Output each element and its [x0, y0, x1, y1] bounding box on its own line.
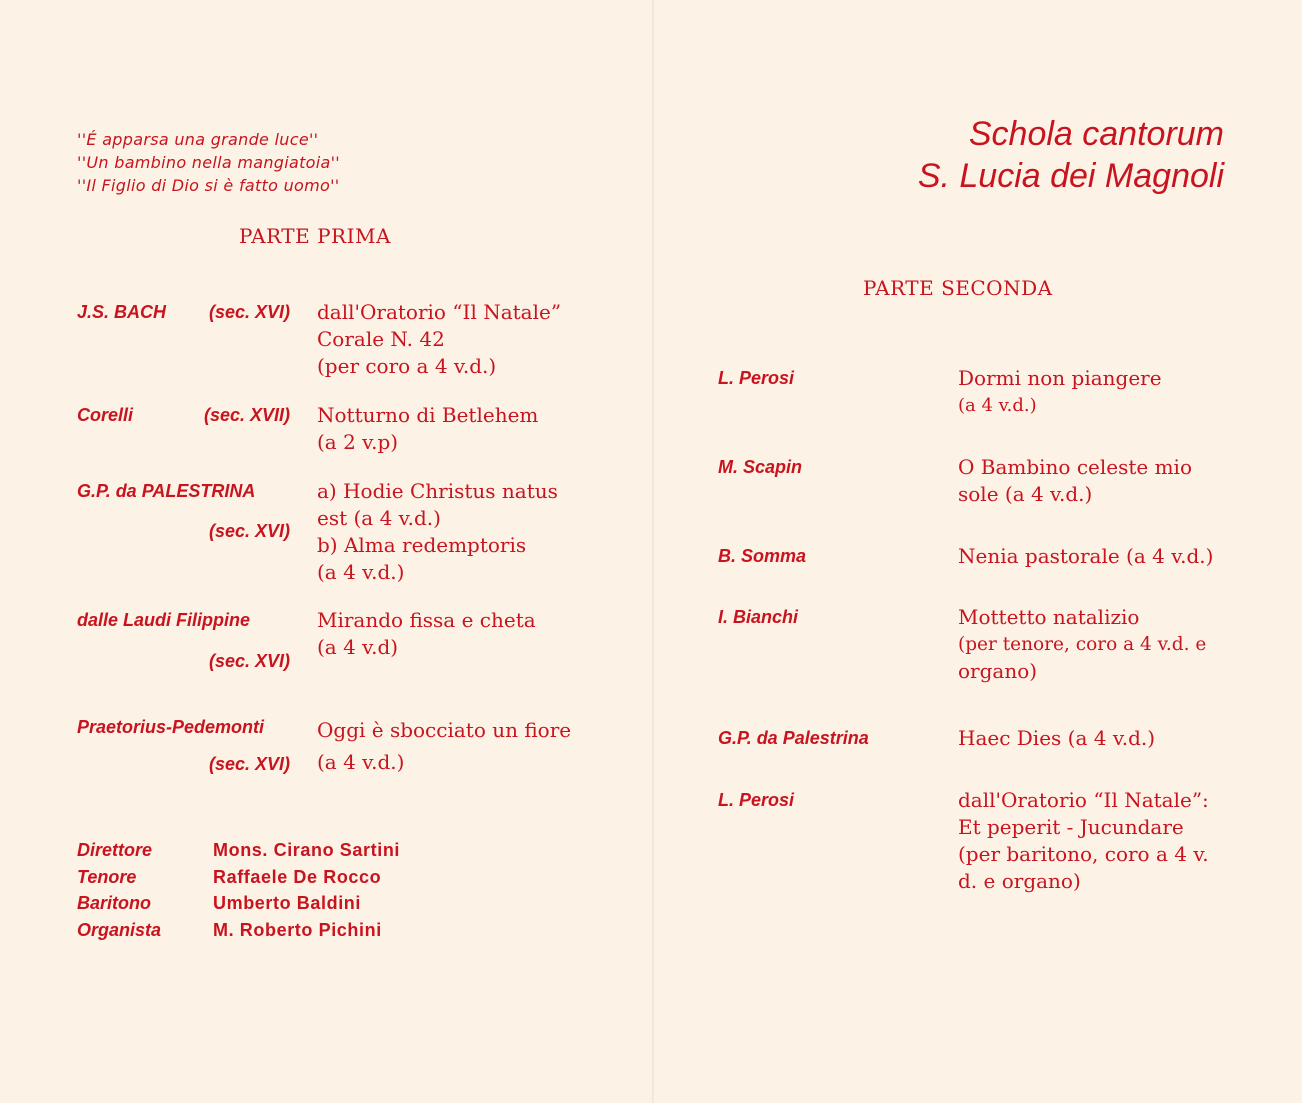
- composer-century: (sec. XVI): [208, 302, 290, 322]
- composer-name: L. Perosi: [718, 368, 795, 388]
- work-line: organo): [958, 659, 1038, 683]
- epigraph-quotes: [77, 128, 340, 197]
- section-title-parte-seconda: PARTE SECONDA: [863, 276, 1053, 300]
- work-line: b) Alma redemptoris: [317, 533, 527, 557]
- composer-name: L. Perosi: [718, 790, 795, 810]
- performer-name: Mons. Cirano Sartini: [213, 840, 401, 860]
- title-line: Schola cantorum: [968, 115, 1224, 153]
- composer-name: Praetorius-Pedemonti: [77, 717, 265, 737]
- performer-role: Direttore: [77, 840, 153, 860]
- work-line: (a 4 v.d.): [317, 560, 405, 584]
- composer-century: (sec. XVI): [208, 651, 290, 671]
- work-line: (per baritono, coro a 4 v.: [958, 842, 1209, 866]
- work-line: Notturno di Betlehem: [317, 403, 539, 427]
- choir-title: [918, 113, 1224, 197]
- work-description: [317, 478, 558, 586]
- work-line: Corale N. 42: [317, 327, 445, 351]
- work-line: O Bambino celeste mio: [958, 455, 1192, 479]
- work-line: (a 4 v.d.): [317, 750, 405, 774]
- work-description: [958, 365, 1162, 419]
- performer-name: Umberto Baldini: [213, 893, 362, 913]
- work-line: dall'Oratorio “Il Natale”: [317, 300, 562, 324]
- work-description: [958, 725, 1155, 752]
- work-line: Nenia pastorale (a 4 v.d.): [958, 544, 1214, 568]
- work-line: Et peperit - Jucundare: [958, 815, 1184, 839]
- work-line: sole (a 4 v.d.): [958, 482, 1093, 506]
- performer-role: Baritono: [77, 893, 151, 913]
- composer-name: G.P. da Palestrina: [718, 728, 869, 748]
- composer-name: M. Scapin: [718, 457, 803, 477]
- work-line: Mirando fissa e cheta: [317, 608, 536, 632]
- quote-line: ''É apparsa una grande luce'': [77, 130, 319, 149]
- quote-line: ''Il Figlio di Dio si è fatto uomo'': [77, 176, 340, 195]
- composer-name: dalle Laudi Filippine: [77, 610, 251, 630]
- work-line: dall'Oratorio “Il Natale”:: [958, 788, 1209, 812]
- quote-line: ''Un bambino nella mangiatoia'': [77, 153, 341, 172]
- work-line: (a 4 v.d.): [958, 395, 1037, 416]
- work-description: [317, 299, 561, 380]
- work-description: [958, 454, 1192, 508]
- title-line: S. Lucia dei Magnoli: [917, 157, 1224, 195]
- performer-role: Tenore: [77, 866, 137, 887]
- composer-name: Corelli: [77, 405, 134, 425]
- work-line: Dormi non piangere: [958, 366, 1162, 390]
- work-line: a) Hodie Christus natus: [317, 479, 558, 503]
- work-line: est (a 4 v.d.): [317, 506, 441, 530]
- composer-century: (sec. XVI): [208, 521, 290, 541]
- composer-century: (sec. XVI): [208, 754, 290, 774]
- performer-name: Raffaele De Rocco: [213, 866, 382, 887]
- work-line: (per tenore, coro a 4 v.d. e: [958, 634, 1207, 655]
- work-line: (a 2 v.p): [317, 430, 399, 454]
- composer-century: (sec. XVII): [203, 405, 290, 425]
- performer-roles: [77, 837, 161, 943]
- performer-names: [213, 837, 400, 943]
- performer-name: M. Roberto Pichini: [213, 919, 382, 940]
- performer-role: Organista: [77, 919, 162, 940]
- work-line: d. e organo): [958, 869, 1081, 893]
- work-description: [958, 543, 1213, 570]
- work-description: [958, 604, 1206, 685]
- work-line: Oggi è sbocciato un fiore: [317, 718, 572, 742]
- work-line: (a 4 v.d): [317, 635, 399, 659]
- work-description: [958, 787, 1209, 895]
- work-line: Mottetto natalizio: [958, 605, 1140, 629]
- work-line: Haec Dies (a 4 v.d.): [958, 726, 1156, 750]
- composer-name: B. Somma: [718, 546, 807, 566]
- work-line: (per coro a 4 v.d.): [317, 354, 497, 378]
- composer-name: G.P. da PALESTRINA: [77, 481, 256, 501]
- work-description: [317, 714, 571, 778]
- composer-name: J.S. BACH: [77, 302, 167, 322]
- work-description: [317, 402, 538, 456]
- work-description: [317, 607, 536, 661]
- composer-name: I. Bianchi: [718, 607, 799, 627]
- section-title-parte-prima: PARTE PRIMA: [239, 224, 391, 248]
- center-fold: [652, 0, 654, 1103]
